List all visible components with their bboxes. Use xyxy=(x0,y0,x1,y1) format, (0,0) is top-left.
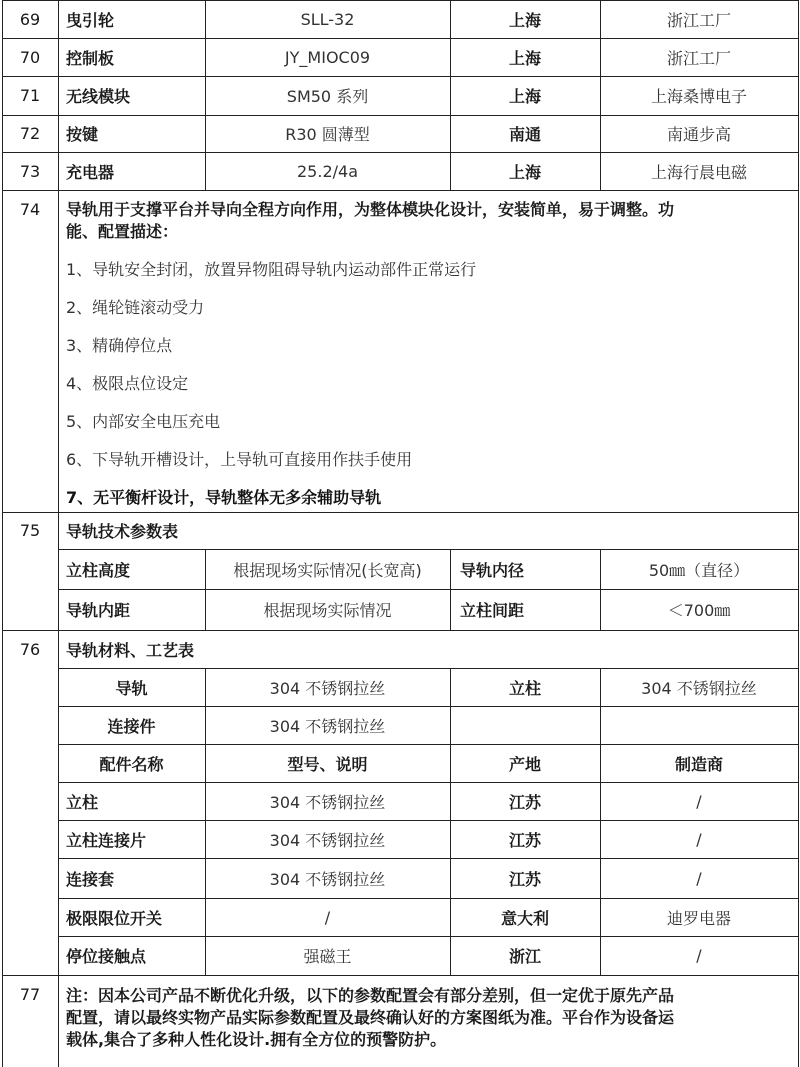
part-model: JY_MIOC09 xyxy=(284,47,371,67)
part-maker: 南通步高 xyxy=(666,125,731,144)
feature-item: 1、导轨安全封闭，放置异物阻碍导轨内运动部件正常运行 xyxy=(66,260,477,279)
feature-item: 4、极限点位设定 xyxy=(66,374,189,393)
part-model: 25.2/4a xyxy=(297,161,358,181)
part-model: SM50 系列 xyxy=(286,87,369,106)
part-maker: / xyxy=(696,946,702,965)
param-key: 立柱间距 xyxy=(460,601,525,620)
material-value: 304 不锈钢拉丝 xyxy=(269,678,386,698)
header-part-name: 配件名称 xyxy=(99,754,164,774)
part-origin: 南通 xyxy=(508,125,541,144)
param-value: ＜700㎜ xyxy=(667,601,731,620)
param-key: 导轨内距 xyxy=(66,601,131,620)
row-number: 72 xyxy=(19,124,41,143)
row-number: 69 xyxy=(19,9,41,29)
row-number: 70 xyxy=(19,47,41,67)
row-number: 75 xyxy=(19,521,41,540)
part-name: 极限限位开关 xyxy=(66,908,163,928)
part-model: / xyxy=(324,907,331,927)
param-value: 根据现场实际情况(长宽高) xyxy=(233,560,422,580)
row-number: 71 xyxy=(19,86,41,105)
row-number: 73 xyxy=(19,161,41,181)
part-name: 立柱连接片 xyxy=(66,830,147,850)
part-origin: 浙江 xyxy=(508,947,541,966)
material-value: 304 不锈钢拉丝 xyxy=(269,716,386,736)
part-name: 无线模块 xyxy=(66,87,131,106)
feature-item: 6、下导轨开槽设计，上导轨可直接用作扶手使用 xyxy=(66,450,413,469)
part-name: 控制板 xyxy=(66,48,115,68)
part-maker: 上海行晨电磁 xyxy=(650,162,747,182)
material-key: 导轨 xyxy=(115,678,148,698)
part-name: 停位接触点 xyxy=(66,947,147,966)
part-name: 充电器 xyxy=(66,162,115,182)
param-key: 导轨内径 xyxy=(460,560,525,580)
part-name: 按键 xyxy=(66,125,99,144)
part-model: SLL-32 xyxy=(300,9,355,29)
part-model: 强磁王 xyxy=(303,947,352,966)
part-name: 曳引轮 xyxy=(66,10,115,30)
section-title: 导轨技术参数表 xyxy=(66,522,179,541)
part-origin: 上海 xyxy=(508,87,541,106)
note-line2: 配置，请以最终实物产品实际参数配置及最终确认好的方案图纸为准。平台作为设备运 xyxy=(66,1008,675,1027)
row-number: 76 xyxy=(19,639,41,659)
note-line3: 载体,集合了多种人性化设计.拥有全方位的预警防护。 xyxy=(66,1030,447,1049)
rail-intro-line1: 导轨用于支撑平台并导向全程方向作用，为整体模块化设计，安装简单，易于调整。功 xyxy=(66,200,675,219)
part-model: 304 不锈钢拉丝 xyxy=(269,869,386,889)
part-name: 连接套 xyxy=(66,869,115,889)
material-key: 连接件 xyxy=(107,716,156,736)
feature-item: 7、无平衡杆设计，导轨整体无多余辅助导轨 xyxy=(66,488,382,507)
part-origin: 江苏 xyxy=(508,869,541,889)
note-line1: 注：因本公司产品不断优化升级，以下的参数配置会有部分差别，但一定优于原先产品 xyxy=(66,986,675,1005)
part-maker: 浙江工厂 xyxy=(666,10,731,30)
param-key: 立柱高度 xyxy=(66,560,131,580)
row-number: 77 xyxy=(19,984,41,1004)
feature-item: 2、绳轮链滚动受力 xyxy=(66,298,205,317)
param-value: 50㎜（直径） xyxy=(648,560,750,580)
part-maker: / xyxy=(696,829,702,849)
part-maker: 迪罗电器 xyxy=(666,908,731,928)
part-origin: 上海 xyxy=(508,162,541,182)
header-model: 型号、说明 xyxy=(287,754,368,774)
part-origin: 江苏 xyxy=(508,792,541,812)
part-name: 立柱 xyxy=(66,792,99,812)
part-maker: / xyxy=(696,868,702,888)
feature-item: 5、内部安全电压充电 xyxy=(66,412,221,431)
row-number: 74 xyxy=(19,199,41,219)
part-origin: 意大利 xyxy=(500,908,549,928)
param-value: 根据现场实际情况 xyxy=(263,601,392,620)
material-key: 立柱 xyxy=(508,678,541,698)
section-title: 导轨材料、工艺表 xyxy=(66,640,195,660)
part-origin: 江苏 xyxy=(508,830,541,850)
rail-intro-line2: 能、配置描述： xyxy=(66,222,179,241)
part-maker: / xyxy=(696,791,702,811)
part-model: 304 不锈钢拉丝 xyxy=(269,792,386,812)
part-origin: 上海 xyxy=(508,48,541,68)
material-value: 304 不锈钢拉丝 xyxy=(641,678,757,698)
part-origin: 上海 xyxy=(508,10,541,30)
header-origin: 产地 xyxy=(508,754,541,774)
part-maker: 浙江工厂 xyxy=(666,48,731,68)
part-model: 304 不锈钢拉丝 xyxy=(269,830,386,850)
part-maker: 上海桑博电子 xyxy=(650,87,747,106)
feature-item: 3、精确停位点 xyxy=(66,336,173,355)
part-model: R30 圆薄型 xyxy=(285,125,370,144)
header-maker: 制造商 xyxy=(674,754,723,774)
